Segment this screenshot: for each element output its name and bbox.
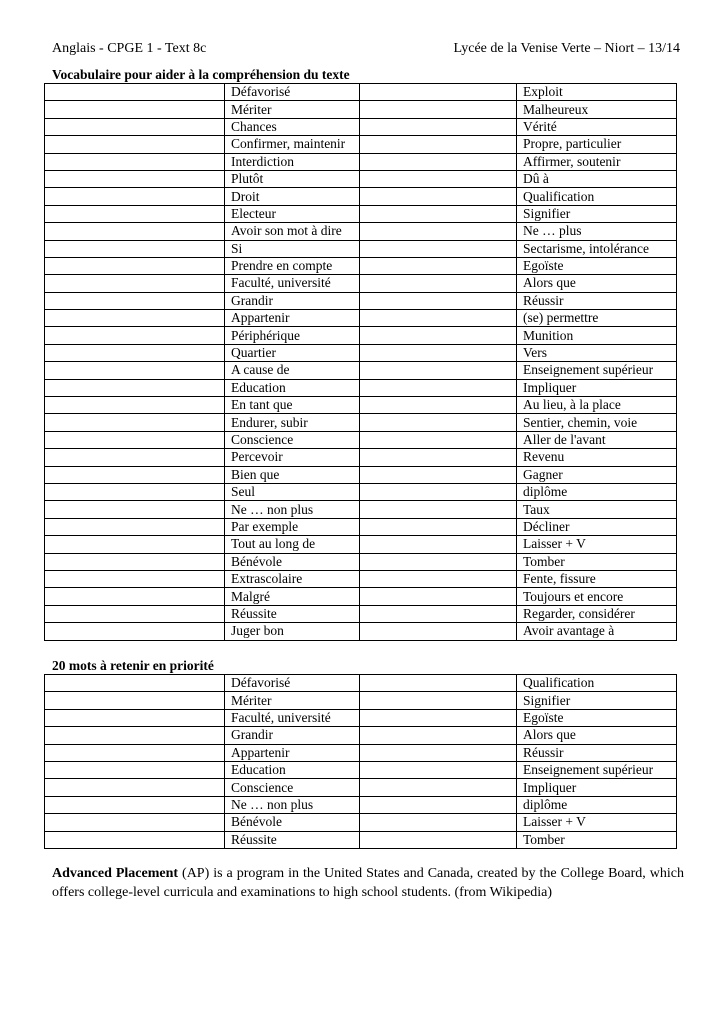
table-cell: Réussite <box>225 605 360 622</box>
table-cell <box>360 605 517 622</box>
table-cell: Gagner <box>517 466 677 483</box>
note-term: Advanced Placement <box>52 866 179 881</box>
table-cell: Vers <box>517 344 677 361</box>
table-row <box>45 553 677 570</box>
table-cell <box>45 761 225 778</box>
table-cell <box>360 379 517 396</box>
table-cell: Impliquer <box>517 379 677 396</box>
table-cell <box>45 223 225 240</box>
table-cell <box>45 101 225 118</box>
table-cell: Signifier <box>517 205 677 222</box>
table-cell <box>360 170 517 187</box>
table-cell: Malgré <box>225 588 360 605</box>
table-cell <box>360 240 517 257</box>
table-row <box>45 136 677 153</box>
table-cell <box>360 692 517 709</box>
table-cell <box>360 814 517 831</box>
table-row <box>45 84 677 101</box>
table-cell: Quartier <box>225 344 360 361</box>
priority-words-section-title: 20 mots à retenir en priorité <box>52 658 214 673</box>
table-row <box>45 327 677 344</box>
table-cell: A cause de <box>225 362 360 379</box>
table-cell: Ne … non plus <box>225 501 360 518</box>
table-cell: Alors que <box>517 275 677 292</box>
table-cell <box>360 727 517 744</box>
table-cell: Confirmer, maintenir <box>225 136 360 153</box>
table-cell: Appartenir <box>225 744 360 761</box>
table-cell <box>45 257 225 274</box>
table-cell: Regarder, considérer <box>517 605 677 622</box>
table-cell: Enseignement supérieur <box>517 362 677 379</box>
header-left: Anglais - CPGE 1 - Text 8c <box>52 41 207 56</box>
table-cell: Egoïste <box>517 709 677 726</box>
table-cell <box>45 362 225 379</box>
table-cell: Réussite <box>225 831 360 848</box>
table-cell <box>360 118 517 135</box>
table-cell <box>45 709 225 726</box>
table-cell <box>360 831 517 848</box>
table-cell <box>360 518 517 535</box>
table-cell: Avoir son mot à dire <box>225 223 360 240</box>
table-row <box>45 727 677 744</box>
table-cell: Signifier <box>517 692 677 709</box>
table-cell <box>45 623 225 640</box>
table-cell: Si <box>225 240 360 257</box>
table-cell: Vérité <box>517 118 677 135</box>
table-cell <box>360 153 517 170</box>
table-cell <box>45 431 225 448</box>
table-cell <box>360 761 517 778</box>
table-row <box>45 397 677 414</box>
table-cell <box>360 449 517 466</box>
table-row <box>45 188 677 205</box>
table-cell <box>45 727 225 744</box>
table-cell: Conscience <box>225 431 360 448</box>
table-cell <box>360 136 517 153</box>
table-cell: Faculté, université <box>225 275 360 292</box>
table-cell <box>45 379 225 396</box>
table-cell <box>45 170 225 187</box>
table-cell: Percevoir <box>225 449 360 466</box>
table-cell <box>360 414 517 431</box>
table-row <box>45 205 677 222</box>
table-cell <box>360 327 517 344</box>
table-row <box>45 675 677 692</box>
table-row <box>45 814 677 831</box>
table-cell <box>45 188 225 205</box>
table-row <box>45 240 677 257</box>
table-cell <box>45 118 225 135</box>
table-cell: Grandir <box>225 727 360 744</box>
table-cell: Fente, fissure <box>517 570 677 587</box>
table-cell: Sectarisme, intolérance <box>517 240 677 257</box>
table-cell <box>45 588 225 605</box>
table-cell: Education <box>225 379 360 396</box>
table-cell: Défavorisé <box>225 675 360 692</box>
table-row <box>45 623 677 640</box>
table-cell <box>360 570 517 587</box>
table-cell <box>360 466 517 483</box>
table-row <box>45 570 677 587</box>
table-cell <box>45 84 225 101</box>
table-cell: Seul <box>225 483 360 500</box>
table-row <box>45 466 677 483</box>
table-cell <box>360 101 517 118</box>
table-row <box>45 831 677 848</box>
table-cell: Sentier, chemin, voie <box>517 414 677 431</box>
table-cell <box>45 605 225 622</box>
table-cell <box>45 692 225 709</box>
table-cell: Réussir <box>517 744 677 761</box>
table-cell: Au lieu, à la place <box>517 397 677 414</box>
table-cell: Aller de l'avant <box>517 431 677 448</box>
table-cell <box>45 466 225 483</box>
table-cell <box>45 414 225 431</box>
table-cell: Munition <box>517 327 677 344</box>
table-row <box>45 744 677 761</box>
table-cell <box>360 709 517 726</box>
table-cell: Qualification <box>517 675 677 692</box>
table-cell <box>45 327 225 344</box>
table-cell: En tant que <box>225 397 360 414</box>
table-cell: Propre, particulier <box>517 136 677 153</box>
table-cell <box>45 136 225 153</box>
table-row <box>45 518 677 535</box>
table-cell: Mériter <box>225 101 360 118</box>
table-cell: Ne … non plus <box>225 796 360 813</box>
table-cell <box>360 397 517 414</box>
table-row <box>45 605 677 622</box>
table-cell: Malheureux <box>517 101 677 118</box>
table-cell: Extrascolaire <box>225 570 360 587</box>
table-cell <box>45 292 225 309</box>
table-cell: Egoïste <box>517 257 677 274</box>
table-row <box>45 414 677 431</box>
table-row <box>45 483 677 500</box>
table-cell: Avoir avantage à <box>517 623 677 640</box>
table-cell: Toujours et encore <box>517 588 677 605</box>
table-cell <box>45 449 225 466</box>
table-cell: Périphérique <box>225 327 360 344</box>
table-cell <box>45 779 225 796</box>
table-row <box>45 588 677 605</box>
table-cell: Electeur <box>225 205 360 222</box>
table-cell: Laisser + V <box>517 536 677 553</box>
table-cell: Education <box>225 761 360 778</box>
table-cell: Défavorisé <box>225 84 360 101</box>
table-cell <box>45 240 225 257</box>
table-cell <box>360 257 517 274</box>
table-cell: Dû à <box>517 170 677 187</box>
table-cell <box>45 518 225 535</box>
table-cell <box>360 205 517 222</box>
table-cell: Juger bon <box>225 623 360 640</box>
table-cell: (se) permettre <box>517 310 677 327</box>
table-cell: Appartenir <box>225 310 360 327</box>
table-row <box>45 292 677 309</box>
vocabulary-table <box>44 83 677 641</box>
table-row <box>45 310 677 327</box>
table-cell <box>45 310 225 327</box>
table-cell: Exploit <box>517 84 677 101</box>
table-cell <box>45 344 225 361</box>
table-cell: Endurer, subir <box>225 414 360 431</box>
table-cell: Tomber <box>517 553 677 570</box>
vocabulary-section-title: Vocabulaire pour aider à la compréhension du texte <box>52 67 350 82</box>
table-row <box>45 118 677 135</box>
table-cell <box>360 623 517 640</box>
advanced-placement-note <box>52 864 684 902</box>
table-row <box>45 692 677 709</box>
table-cell <box>45 814 225 831</box>
table-cell <box>45 153 225 170</box>
table-row <box>45 709 677 726</box>
table-row <box>45 536 677 553</box>
table-row <box>45 170 677 187</box>
table-cell: Affirmer, soutenir <box>517 153 677 170</box>
table-cell: Chances <box>225 118 360 135</box>
table-cell <box>360 744 517 761</box>
table-cell <box>360 779 517 796</box>
table-cell <box>45 536 225 553</box>
table-cell: diplôme <box>517 483 677 500</box>
note-text: (AP) is a program in the United States and Canada, created by the College Board, which offers college-level curricula and examinations to high school students. (from Wikipedia) <box>52 866 684 900</box>
table-cell: Laisser + V <box>517 814 677 831</box>
table-cell: Décliner <box>517 518 677 535</box>
table-cell <box>360 188 517 205</box>
table-cell <box>360 275 517 292</box>
table-cell: Impliquer <box>517 779 677 796</box>
table-cell: Bénévole <box>225 814 360 831</box>
page-header <box>52 41 680 57</box>
table-row <box>45 431 677 448</box>
table-row <box>45 796 677 813</box>
table-cell <box>360 310 517 327</box>
table-cell <box>360 553 517 570</box>
table-cell: Bien que <box>225 466 360 483</box>
table-cell: Droit <box>225 188 360 205</box>
table-row <box>45 275 677 292</box>
table-cell: Mériter <box>225 692 360 709</box>
table-row <box>45 779 677 796</box>
table-cell: Réussir <box>517 292 677 309</box>
table-cell <box>45 744 225 761</box>
table-row <box>45 257 677 274</box>
table-cell <box>45 553 225 570</box>
table-cell: Conscience <box>225 779 360 796</box>
table-cell <box>360 431 517 448</box>
table-cell <box>45 831 225 848</box>
table-row <box>45 344 677 361</box>
table-cell: Taux <box>517 501 677 518</box>
table-cell <box>45 483 225 500</box>
table-cell <box>360 536 517 553</box>
header-right: Lycée de la Venise Verte – Niort – 13/14 <box>453 41 680 56</box>
table-cell <box>45 275 225 292</box>
table-cell: Interdiction <box>225 153 360 170</box>
table-row <box>45 449 677 466</box>
table-cell <box>360 483 517 500</box>
table-cell: Prendre en compte <box>225 257 360 274</box>
table-cell: Revenu <box>517 449 677 466</box>
table-cell: Tout au long de <box>225 536 360 553</box>
table-row <box>45 362 677 379</box>
table-cell: Faculté, université <box>225 709 360 726</box>
table-row <box>45 223 677 240</box>
table-cell: Bénévole <box>225 553 360 570</box>
table-cell: Grandir <box>225 292 360 309</box>
table-cell <box>45 796 225 813</box>
table-cell <box>360 84 517 101</box>
table-cell: Qualification <box>517 188 677 205</box>
table-cell <box>360 501 517 518</box>
table-cell: Ne … plus <box>517 223 677 240</box>
table-cell: Plutôt <box>225 170 360 187</box>
table-row <box>45 379 677 396</box>
table-row <box>45 501 677 518</box>
table-row <box>45 101 677 118</box>
table-cell <box>360 292 517 309</box>
table-cell <box>360 223 517 240</box>
priority-words-table <box>44 674 677 849</box>
table-cell <box>45 570 225 587</box>
table-cell: Alors que <box>517 727 677 744</box>
table-cell <box>360 675 517 692</box>
table-row <box>45 761 677 778</box>
table-cell: Par exemple <box>225 518 360 535</box>
table-row <box>45 153 677 170</box>
table-cell <box>45 675 225 692</box>
table-cell <box>360 344 517 361</box>
table-cell: Tomber <box>517 831 677 848</box>
table-cell <box>45 501 225 518</box>
table-cell <box>360 588 517 605</box>
table-cell: diplôme <box>517 796 677 813</box>
table-cell <box>45 205 225 222</box>
table-cell <box>45 397 225 414</box>
table-cell <box>360 796 517 813</box>
table-cell: Enseignement supérieur <box>517 761 677 778</box>
table-cell <box>360 362 517 379</box>
